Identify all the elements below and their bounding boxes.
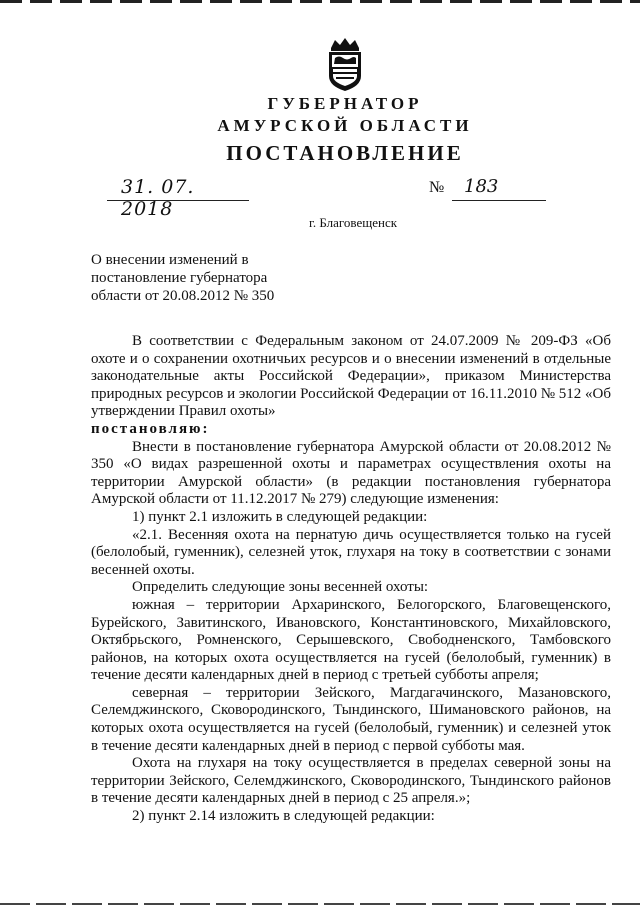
number-field bbox=[452, 178, 546, 201]
coat-of-arms-icon bbox=[323, 36, 367, 92]
body-paragraph: северная – территории Зейского, Магдагачинского, Мазановского, Селемджинского, Сковородинского, Тындинского, Шимановского районов, на которых охота осуществляется на гусей (белолобый, гуменник) и селезней уток в течение десяти календарных дней в период с первой субботы мая. bbox=[91, 684, 611, 754]
body-paragraph: 2) пункт 2.14 изложить в следующей редакции: bbox=[132, 808, 435, 825]
number-value: 183 bbox=[464, 176, 499, 197]
body-paragraph: 1) пункт 2.1 изложить в следующей редакции: bbox=[132, 508, 428, 525]
body-paragraph: Определить следующие зоны весенней охоты: bbox=[132, 579, 429, 596]
decree-word: постановляю: bbox=[91, 420, 210, 437]
body-paragraph: Охота на глухаря на току осуществляется в пределах северной зоны на территории Зейского, Селемджинского, Сковородинского, Тындинского районов в течение десяти календарных дней в период с 25 апреля.»; bbox=[91, 755, 611, 807]
header-region: АМУРСКОЙ ОБЛАСТИ bbox=[217, 116, 473, 135]
date-value: 31. 07. 2018 bbox=[121, 176, 195, 220]
document-type: ПОСТАНОВЛЕНИЕ bbox=[226, 141, 464, 165]
body-paragraph: «2.1. Весенняя охота на пернатую дичь осуществляется только на гусей (белолобый, гуменник), селезней уток, глухаря на току в соответствии с зонами весенней охоты. bbox=[91, 526, 611, 578]
document-subject bbox=[91, 251, 274, 305]
subject-line: области от 20.08.2012 № 350 bbox=[91, 288, 275, 304]
body-paragraph: южная – территории Архаринского, Белогорского, Благовещенского, Бурейского, Завитинского, Ивановского, Константиновского, Михайловского, Октябрьского, Ромненского, Серышевского, Свободненского, Тамбовского районов, на которых охота осуществляется на гусей (белолобый, гуменник) в течение десяти календарных дней в период с третьей субботы апреля; bbox=[91, 596, 611, 684]
number-label: № bbox=[429, 179, 445, 196]
document-body bbox=[91, 333, 611, 826]
subject-line: постановление губернатора bbox=[91, 270, 268, 286]
scan-top-edge bbox=[0, 0, 640, 3]
subject-line: О внесении изменений в bbox=[91, 252, 249, 268]
city-line: г. Благовещенск bbox=[308, 215, 398, 230]
header-title: ГУБЕРНАТОР bbox=[267, 94, 423, 113]
date-field bbox=[107, 176, 249, 220]
body-paragraph: Внести в постановление губернатора Амурской области от 20.08.2012 № 350 «О видах разрешенной охоты и параметрах осуществления охоты на территории Амурской области» (в редакции постановления губернатора Амурской области от 11.12.2017 № 279) следующие изменения: bbox=[91, 438, 611, 508]
preamble-paragraph: В соответствии с Федеральным законом от 24.07.2009 № 209-ФЗ «Об охоте и о сохранении охотничьих ресурсов и о внесении изменений в отдельные законодательные акты Российской Федерации», приказом Министерства природных ресурсов и экологии Российской Федерации от 16.11.2010 № 512 «Об утверждении Правил охоты» bbox=[91, 333, 611, 420]
